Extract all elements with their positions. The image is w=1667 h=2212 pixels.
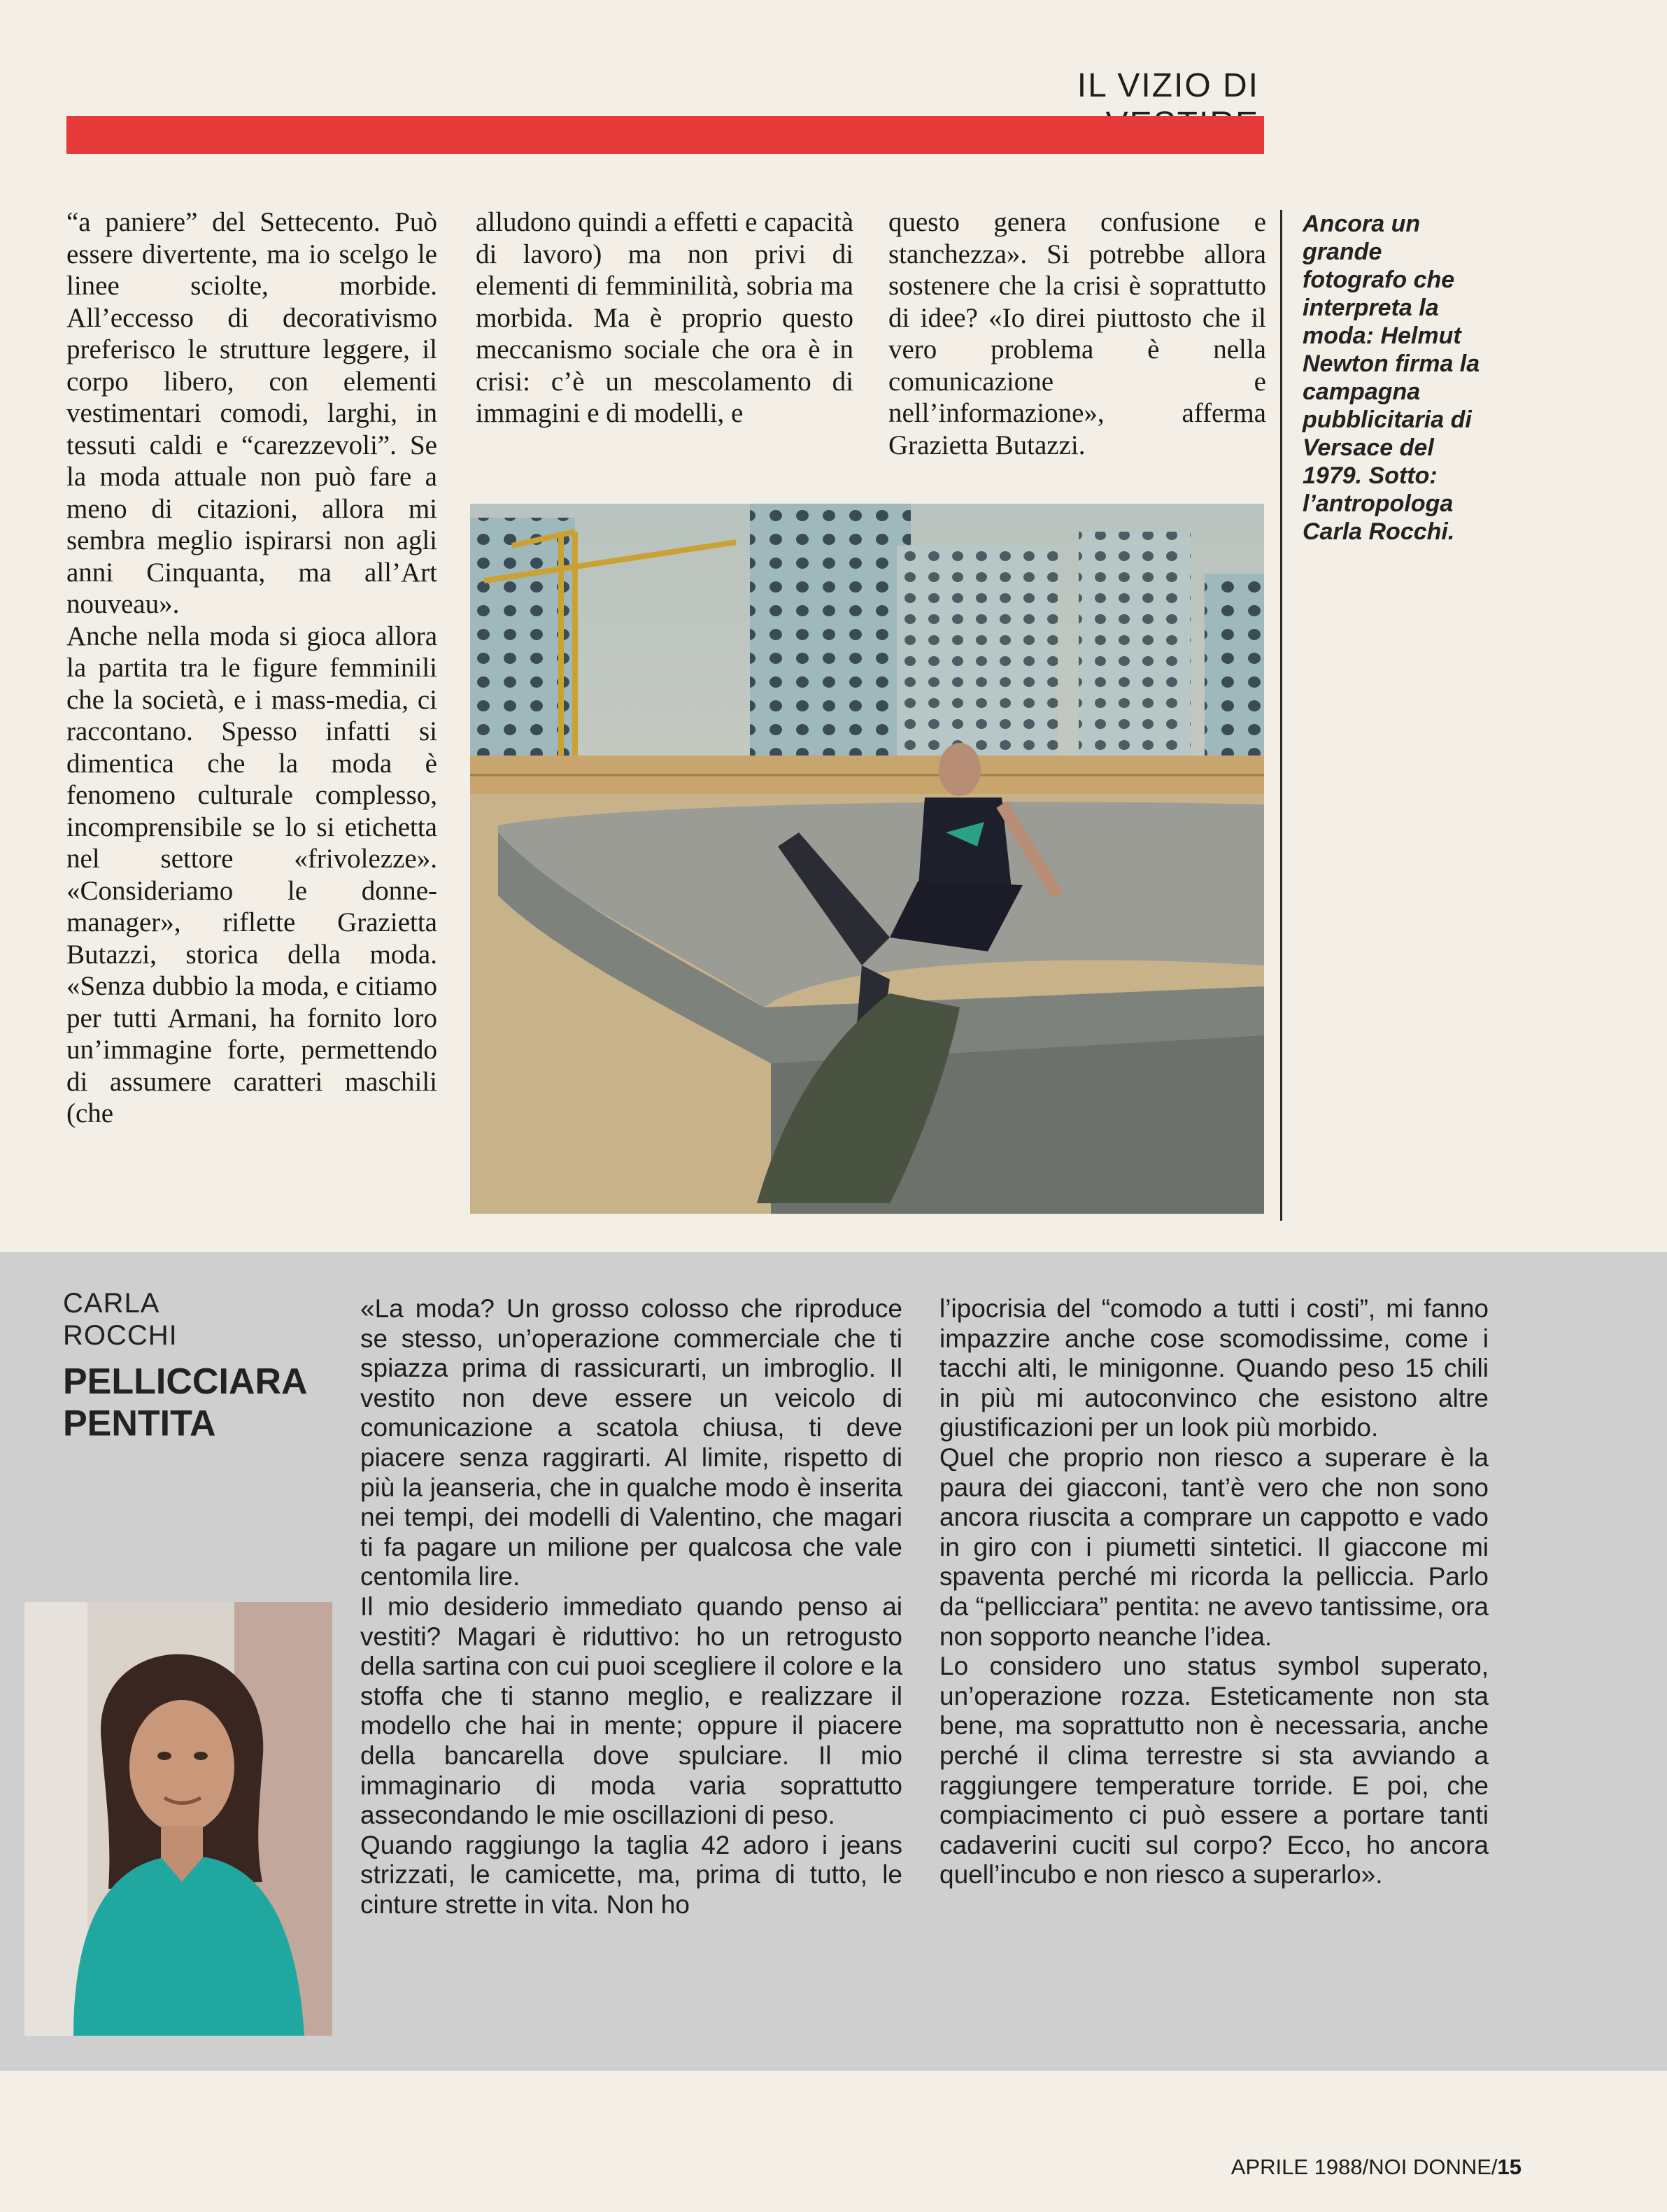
interview-column-1: [360, 1294, 902, 2064]
caption-divider: [1280, 210, 1282, 1221]
interview-paragraph: Il mio desiderio immediato quando penso ai vestiti? Magari è riduttivo: ho un retrogusto della sartina con cui puoi scegliere il colore e la stoffa che ti stanno meglio, e realizzare il modello che hai in mente; oppure il piacere della bancarella dove spulciare. Il mio immaginario di moda varia soprattutto assecondando le mie oscillazioni di peso.: [360, 1591, 902, 1830]
article-paragraph: questo genera confusione e stanchezza». Si potrebbe allora sostenere che la crisi è soprattutto di idee? «Io direi piuttosto che il vero problema è nella comunicazione e nell’informazione», afferma Grazietta Butazzi.: [888, 207, 1266, 460]
interview-paragraph: «La moda? Un grosso colosso che riproduce se stesso, un’operazione commerciale che ti spiazza prima di rassicurarti, un imbroglio. Il vestito non deve essere un veicolo di comunicazione a scatola chiusa, ti deve piacere senza raggirarti. Al limite, rispetto di più la jeanseria, che in qualche modo è inserita nei tempi, dei modelli di Valentino, che magari ti fa pagare un milione per qualcosa che vale centomila lire.: [360, 1294, 902, 1591]
photo-caption: Ancora un grande fotografo che interpreta la moda: Helmut Newton firma la campagna pubblicitaria di Versace del 1979. Sotto: l’antropologa Carla Rocchi.: [1303, 211, 1480, 545]
article-paragraph: “a paniere” del Settecento. Può essere divertente, ma io scelgo le linee sciolte, morbide. All’eccesso di decorativismo preferisco le strutture leggere, il corpo libero, con elementi vestimentari comodi, larghi, in tessuti caldi e “carezzevoli”. Se la moda attuale non può fare a meno di citazioni, allora mi sembra meglio ispirarsi non agli anni Cinquanta, ma all’Art nouveau».: [66, 207, 437, 619]
article-column-2: [476, 206, 853, 486]
article-paragraph: Anche nella moda si gioca allora la partita tra le figure femminili che la società, e i mass-media, ci raccontano. Spesso infatti si dimentica che la moda è fenomeno culturale complesso, incomprensibile se lo si etichetta nel settore «frivolezze». «Consideriamo le donne-manager», riflette Grazietta Butazzi, storica della moda. «Senza dubbio la moda, e citiamo per tutti Armani, ha fornito loro un’immagine forte, permettendo di assumere caratteri maschili (che: [66, 621, 437, 1128]
headline-line-2: PENTITA: [63, 1403, 216, 1444]
footer-issue: APRILE 1988/NOI DONNE/: [1230, 2155, 1498, 2179]
page-footer: [1221, 2155, 1521, 2180]
interview-paragraph: Quando raggiungo la taglia 42 adoro i jeans strizzati, le camicette, ma, prima di tutto, le cinture strette in vita. Non ho: [360, 1830, 902, 1919]
fashion-photo: [470, 504, 1264, 1214]
article-column-1: [66, 206, 437, 1221]
article-paragraph: alludono quindi a effetti e capacità di lavoro) ma non privi di elementi di femminilità, sobria ma morbida. Ma è proprio questo meccanismo sociale che ora è in crisi: c’è un mescolamento di immagini e di modelli, e: [476, 207, 853, 428]
interview-kicker: [63, 1287, 178, 1352]
page-number: 15: [1497, 2155, 1521, 2179]
section-title: IL VIZIO DI: [1077, 67, 1259, 104]
interview-column-2: [939, 1294, 1489, 2064]
interview-paragraph: Quel che proprio non riesco a superare è la paura dei giacconi, tant’è vero che non sono ancora riuscita a comprare un cappotto e vado in giro con i piumetti sintetici. Il giaccone mi spaventa perché mi ricorda la pelliccia. Parlo da “pellicciara” pentita: ne avevo tantissime, ora non sopporto neanche l’idea.: [939, 1442, 1489, 1651]
interview-headline: [63, 1361, 336, 1445]
interview-paragraph: l’ipocrisia del “comodo a tutti i costi”, mi fanno impazzire anche cose scomodissime, come i tacchi alti, le minigonne. Quando peso 15 chili in più mi autoconvinco che esistono altre giustificazioni per un look più morbido.: [939, 1294, 1489, 1442]
article-column-3: [888, 206, 1266, 486]
header-red-bar: [66, 116, 1264, 154]
kicker-first-name: CARLA: [63, 1288, 160, 1319]
headline-line-1: PELLICCIARA: [63, 1361, 308, 1402]
portrait-photo: [24, 1602, 332, 2036]
kicker-last-name: ROCCHI: [63, 1320, 178, 1351]
interview-paragraph: Lo considero uno status symbol superato, un’operazione rozza. Esteticamente non sta bene, ma soprattutto non è necessaria, anche perché il clima terrestre si sta avviando a raggiungere temperature torride. E poi, che compiacimento ci può essere a portare tanti cadaverini cuciti sul corpo? Ecco, ho ancora quell’incubo e non riesco a superarlo».: [939, 1652, 1489, 1890]
